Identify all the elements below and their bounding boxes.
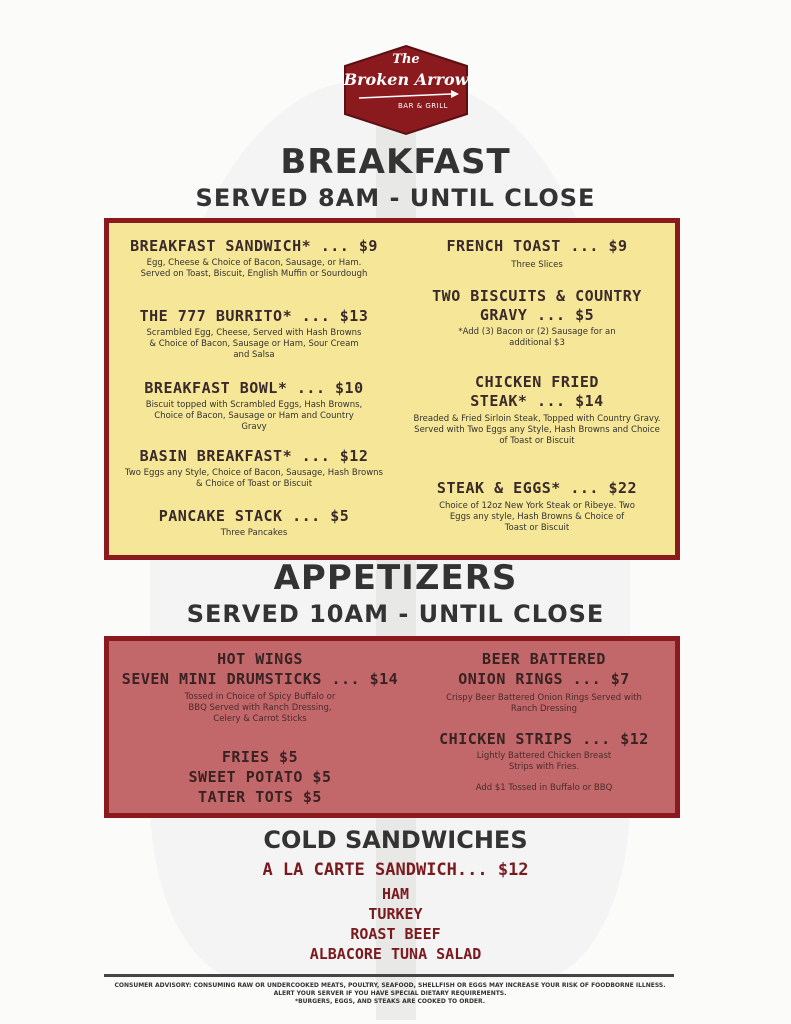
- menu-item-title: TWO BISCUITS & COUNTRY GRAVY ... $5: [432, 287, 642, 324]
- menu-item-title: PANCAKE STACK ... $5: [158, 507, 350, 525]
- menu-item: [119, 237, 389, 280]
- menu-item: [419, 287, 655, 349]
- menu-item-desc: Two Eggs any Style, Choice of Bacon, Sausage, Hash Browns & Choice of Toast or Biscuit: [125, 468, 383, 489]
- menu-item: [119, 447, 389, 490]
- cold-sandwiches-sub: A LA CARTE SANDWICH... $12: [262, 860, 529, 880]
- menu-item-title: BASIN BREAKFAST* ... $12: [139, 447, 369, 465]
- menu-item-title: THE 777 BURRITO* ... $13: [139, 307, 369, 325]
- menu-item: [409, 237, 665, 271]
- hot-wings-desc: Tossed in Choice of Spicy Buffalo or BBQ Served with Ranch Dressing, Celery & Carrot Sticks: [184, 692, 336, 724]
- hot-wings-line2: SEVEN MINI DRUMSTICKS ... $14: [121, 670, 399, 688]
- menu-item-desc: *Add (3) Bacon or (2) Sausage for an additional $3: [458, 327, 616, 348]
- footer-divider: [104, 974, 674, 977]
- advisory-line2: *BURGERS, EGGS, AND STEAKS ARE COOKED TO ORDER.: [294, 998, 486, 1005]
- advisory-line1: CONSUMER ADVISORY: CONSUMING RAW OR UNDERCOOKED MEATS, POULTRY, SEAFOOD, SHELLFISH OR EGGS MAY INCREASE YOUR RISK OF FOODBORNE ILLNESS. ALERT YOUR SERVER IF YOU HAVE SPECIAL DIETARY REQUIREMENTS.: [114, 982, 666, 997]
- menu-item-title: STEAK & EGGS* ... $22: [436, 479, 638, 497]
- menu-item-desc: Three Pancakes: [220, 528, 288, 538]
- chicken-strips-title: CHICKEN STRIPS ... $12: [439, 730, 649, 748]
- cold-sandwich-item: ALBACORE TUNA SALAD: [309, 945, 482, 963]
- side-sweet-potato: SWEET POTATO $5: [188, 768, 332, 786]
- menu-item: [119, 507, 389, 539]
- onion-rings-item: [419, 649, 669, 715]
- menu-item-title: BREAKFAST SANDWICH* ... $9: [130, 237, 378, 255]
- side-tater-tots: TATER TOTS $5: [198, 788, 322, 806]
- onion-rings-desc: Crispy Beer Battered Onion Rings Served with Ranch Dressing: [446, 693, 642, 714]
- brand-logo: [341, 44, 471, 136]
- onion-rings-line1: BEER BATTERED: [482, 650, 606, 668]
- menu-item-title: CHICKEN FRIED STEAK* ... $14: [470, 373, 604, 410]
- menu-item-desc: Egg, Cheese & Choice of Bacon, Sausage, or Ham. Served on Toast, Biscuit, English Muffin or Sourdough: [140, 258, 368, 279]
- cold-sandwich-item: HAM: [381, 885, 410, 903]
- appetizers-heading: APPETIZERS: [273, 558, 518, 598]
- logo-the: The: [392, 52, 420, 67]
- logo-subtitle: BAR & GRILL: [397, 102, 448, 110]
- menu-item: [119, 379, 389, 433]
- menu-item: [409, 479, 665, 534]
- menu-item-title: BREAKFAST BOWL* ... $10: [144, 379, 364, 397]
- cold-sandwiches-heading: COLD SANDWICHES: [263, 826, 528, 854]
- appetizers-menu-box: [104, 636, 680, 818]
- cold-sandwich-list: [0, 884, 791, 964]
- menu-item: [119, 307, 389, 361]
- chicken-strips-note: Add $1 Tossed in Buffalo or BBQ: [475, 783, 613, 793]
- breakfast-served: SERVED 8AM - UNTIL CLOSE: [195, 184, 596, 212]
- sides-item: [115, 747, 405, 807]
- cold-sandwich-item: ROAST BEEF: [350, 925, 441, 943]
- breakfast-heading: BREAKFAST: [280, 142, 511, 182]
- chicken-strips-desc: Lightly Battered Chicken Breast Strips with Fries.: [476, 751, 612, 772]
- breakfast-menu-box: [104, 218, 680, 560]
- hot-wings-item: [115, 649, 405, 725]
- consumer-advisory: [110, 982, 670, 1006]
- menu-item-desc: Breaded & Fried Sirloin Steak, Topped with Country Gravy. Served with Two Eggs any Style, Hash Browns and Choice of Toast or Biscuit: [413, 414, 661, 446]
- cold-sandwich-item: TURKEY: [368, 905, 423, 923]
- menu-item-title: FRENCH TOAST ... $9: [446, 237, 628, 255]
- side-fries: FRIES $5: [221, 748, 299, 766]
- logo-name: Broken Arrow: [343, 70, 469, 89]
- menu-item-desc: Choice of 12oz New York Steak or Ribeye. Two Eggs any style, Hash Browns & Choice of Toast or Biscuit: [439, 501, 635, 533]
- hot-wings-line1: HOT WINGS: [217, 650, 303, 668]
- appetizers-served: SERVED 10AM - UNTIL CLOSE: [186, 600, 605, 628]
- menu-item: [409, 373, 665, 447]
- onion-rings-line2: ONION RINGS ... $7: [458, 670, 630, 688]
- menu-item-desc: Scrambled Egg, Cheese, Served with Hash Browns & Choice of Bacon, Sausage or Ham, Sour Cream and Salsa: [146, 328, 362, 360]
- chicken-strips-item: [419, 729, 669, 794]
- menu-item-desc: Biscuit topped with Scrambled Eggs, Hash Browns, Choice of Bacon, Sausage or Ham and Country Gravy: [145, 400, 363, 432]
- menu-item-desc: Three Slices: [511, 260, 563, 270]
